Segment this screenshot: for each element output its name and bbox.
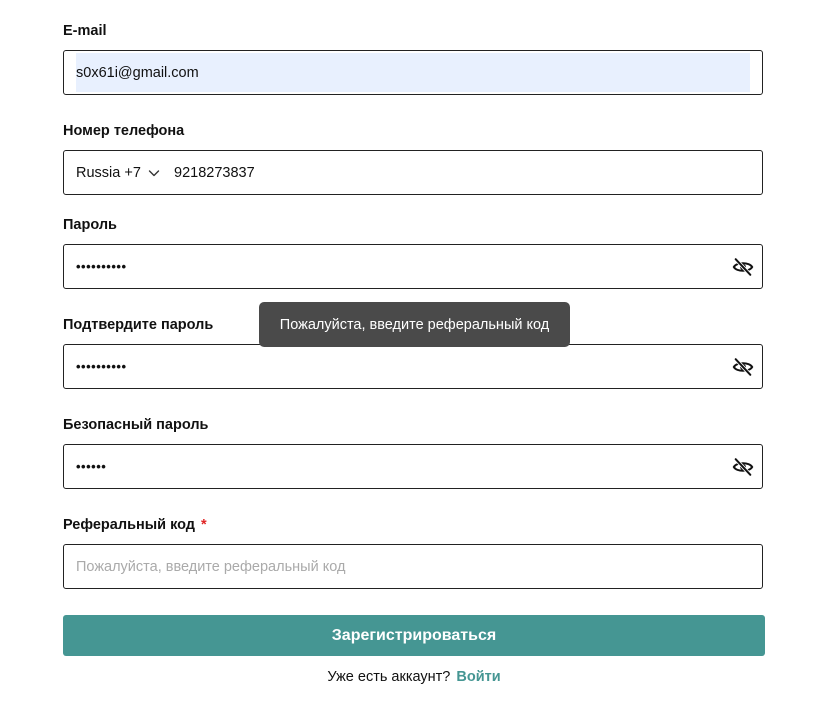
phone-field xyxy=(63,150,763,195)
safe-password-field[interactable] xyxy=(63,444,763,489)
confirm-password-field[interactable] xyxy=(63,344,763,389)
referral-label-text: Реферальный код xyxy=(63,517,196,533)
country-code-value: Russia +7 xyxy=(76,164,141,181)
password-label: Пароль xyxy=(63,217,117,233)
country-code-select[interactable] xyxy=(76,151,160,194)
safe-password-label: Безопасный пароль xyxy=(63,417,209,433)
confirm-password-label: Подтвердите пароль xyxy=(63,317,214,333)
password-masked-value: •••••••••• xyxy=(76,259,127,274)
referral-field xyxy=(63,544,763,589)
chevron-down-icon xyxy=(148,167,160,179)
confirm-password-masked-value: •••••••••• xyxy=(76,359,127,374)
email-field[interactable] xyxy=(63,50,763,95)
email-value: s0x61i@gmail.com xyxy=(76,64,199,81)
eye-off-icon[interactable] xyxy=(732,356,754,378)
phone-number-input[interactable]: 9218273837 xyxy=(174,164,255,181)
login-link[interactable]: Войти xyxy=(456,669,501,685)
required-asterisk: * xyxy=(201,517,207,533)
phone-label: Номер телефона xyxy=(63,123,185,139)
email-label: E-mail xyxy=(63,23,107,39)
eye-off-icon[interactable] xyxy=(732,456,754,478)
eye-off-icon[interactable] xyxy=(732,256,754,278)
safe-password-masked-value: •••••• xyxy=(76,459,107,474)
validation-tooltip: Пожалуйста, введите реферальный код xyxy=(259,302,570,347)
login-prompt xyxy=(0,669,813,685)
referral-code-input[interactable] xyxy=(76,545,746,588)
login-prompt-text: Уже есть аккаунт? xyxy=(327,669,451,685)
password-field[interactable] xyxy=(63,244,763,289)
register-button[interactable]: Зарегистрироваться xyxy=(63,615,765,656)
referral-label xyxy=(63,517,207,533)
